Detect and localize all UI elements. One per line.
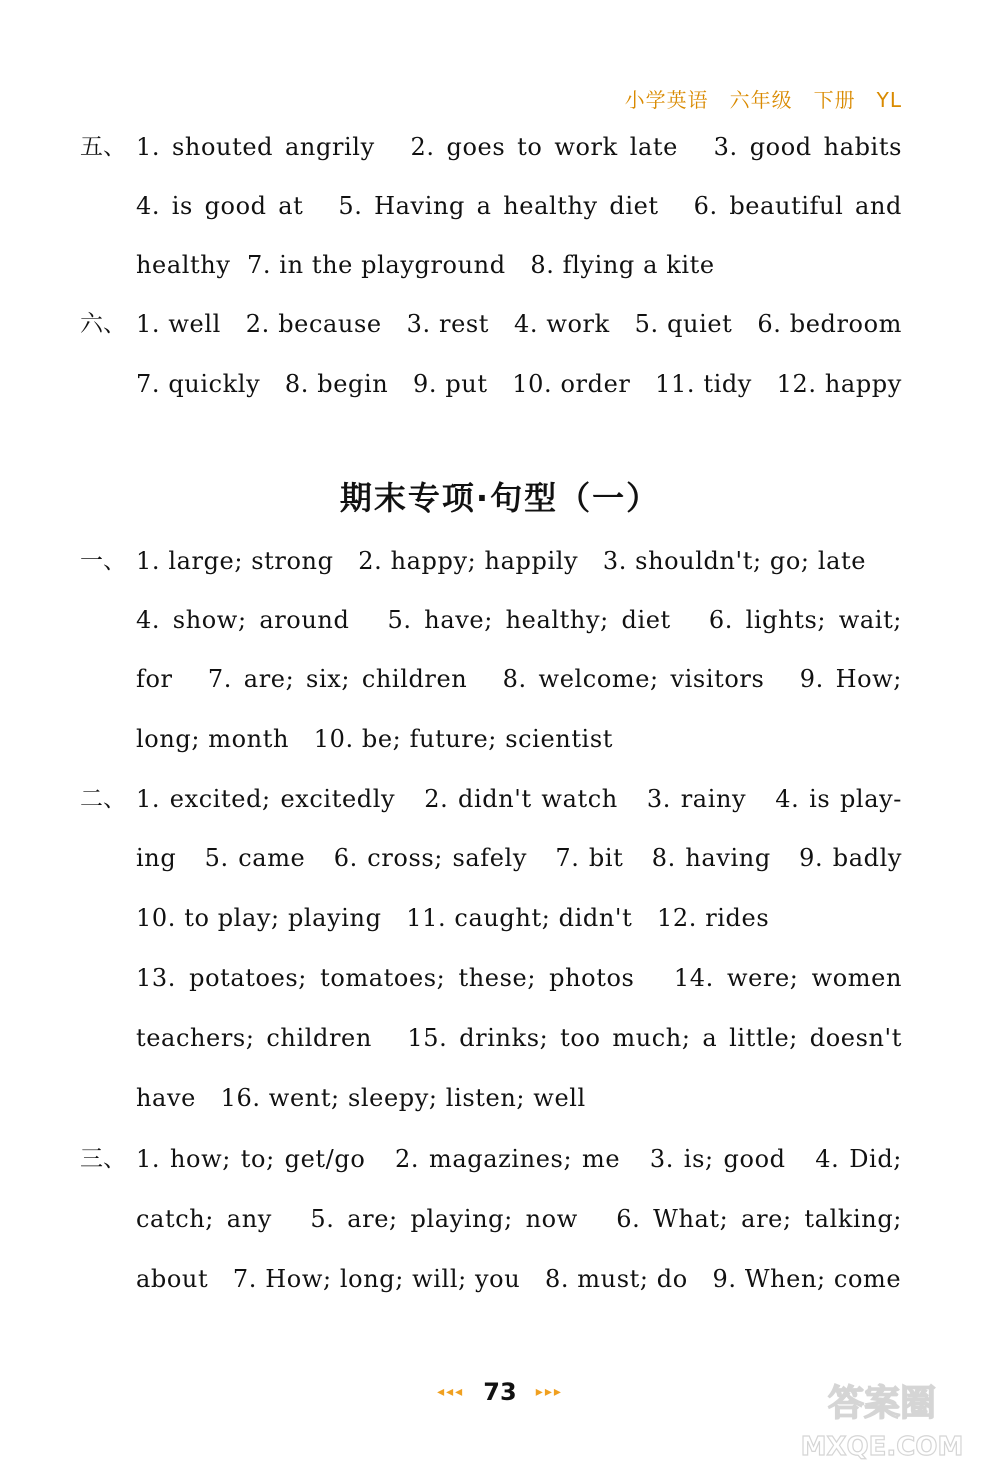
answer-line	[0, 186, 1000, 226]
answer-text: 10. to play; playing 11. caught; didn't 12. rides	[136, 904, 770, 932]
section-number: 一、	[80, 548, 126, 574]
answer-text: about 7. How; long; will; you 8. must; do 9. When; come	[136, 1265, 902, 1293]
section-number: 六、	[80, 311, 126, 337]
answer-line	[0, 541, 1000, 581]
answer-text: ing 5. came 6. cross; safely 7. bit 8. having 9. badly	[136, 844, 902, 872]
watermark-logo-icon	[782, 1373, 982, 1463]
answer-line	[0, 127, 1000, 167]
answer-line	[0, 1259, 1000, 1299]
answer-text: 1. excited; excitedly 2. didn't watch 3. rainy 4. is play-	[136, 785, 902, 813]
section-number: 五、	[80, 134, 126, 160]
answer-line	[0, 1139, 1000, 1179]
svg-text:答案圈: 答案圈	[827, 1383, 937, 1424]
answer-text: 1. how; to; get/go 2. magazines; me 3. is; good 4. Did;	[136, 1145, 902, 1173]
answer-line	[0, 779, 1000, 819]
section-number: 三、	[80, 1146, 126, 1172]
page-number: 73	[483, 1378, 517, 1406]
left-arrows-icon: ◂◂◂	[437, 1384, 465, 1400]
answer-line	[0, 659, 1000, 699]
answer-line	[0, 898, 1000, 938]
svg-text:MXQE.COM: MXQE.COM	[800, 1432, 964, 1462]
header-label: 小学英语 六年级 下册 YL	[624, 88, 902, 112]
answer-text: 4. is good at 5. Having a healthy diet 6. beautiful and	[136, 192, 902, 220]
answer-line	[0, 838, 1000, 878]
answer-text: healthy 7. in the playground 8. flying a kite	[136, 251, 715, 279]
answer-line	[0, 958, 1000, 998]
section-number: 二、	[80, 786, 126, 812]
answer-text: 13. potatoes; tomatoes; these; photos 14. were; women	[136, 964, 902, 992]
answer-line	[0, 719, 1000, 759]
answer-text: teachers; children 15. drinks; too much; a little; doesn't	[136, 1024, 902, 1052]
answer-text: long; month 10. be; future; scientist	[136, 725, 613, 753]
answer-line	[0, 304, 1000, 344]
answer-text: 1. large; strong 2. happy; happily 3. shouldn't; go; late	[136, 547, 867, 575]
right-arrows-icon: ▸▸▸	[535, 1384, 563, 1400]
answer-line	[0, 1078, 1000, 1118]
answer-text: for 7. are; six; children 8. welcome; visitors 9. How;	[136, 665, 902, 693]
answer-text: 1. shouted angrily 2. goes to work late 3. good habits	[136, 133, 902, 161]
section-title: 期末专项·句型（一）	[339, 479, 661, 517]
answer-line	[0, 1018, 1000, 1058]
answer-text: catch; any 5. are; playing; now 6. What; are; talking;	[136, 1205, 902, 1233]
answer-line	[0, 364, 1000, 404]
answer-line	[0, 245, 1000, 285]
answer-line	[0, 600, 1000, 640]
answer-text: have 16. went; sleepy; listen; well	[136, 1084, 586, 1112]
answer-text: 4. show; around 5. have; healthy; diet 6. lights; wait;	[136, 606, 902, 634]
answer-text: 1. well 2. because 3. rest 4. work 5. quiet 6. bedroom	[136, 310, 902, 338]
answer-text: 7. quickly 8. begin 9. put 10. order 11. tidy 12. happy	[136, 370, 902, 398]
answer-line	[0, 1199, 1000, 1239]
